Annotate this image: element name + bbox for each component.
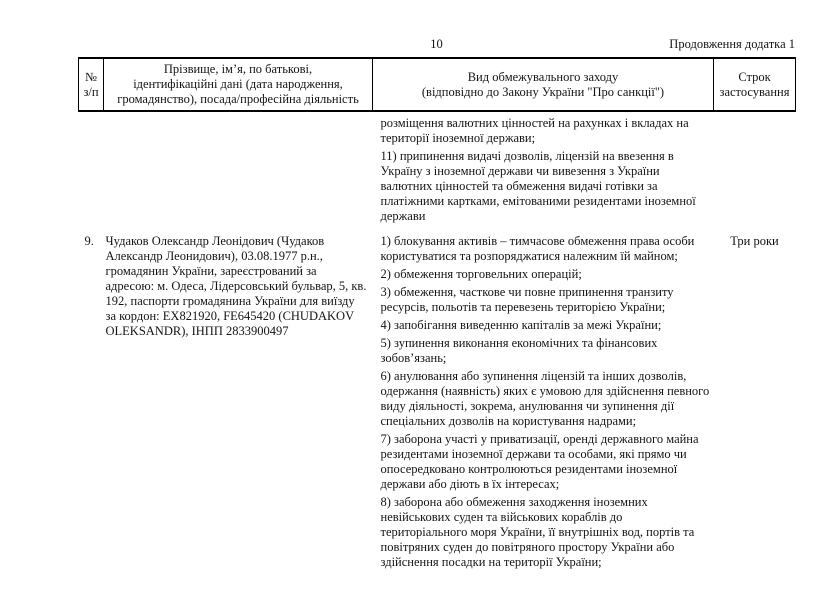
- header-cell-duration: [714, 58, 796, 111]
- measure-item: 4) запобігання виведенню капіталів за межі України;: [380, 318, 662, 332]
- header-line: Строк: [738, 69, 771, 84]
- measure-item: 8) заборона або обмеження заходження іноземних невійськових суден та військових кораблів до територіального моря України, її внутрішніх вод, портів та повітряних суден до повітряного простору України або здійснення посадки на території України;: [380, 495, 695, 569]
- header-line: №: [85, 69, 97, 84]
- row-number-cell: [79, 111, 104, 226]
- sanctions-table: [78, 57, 796, 572]
- measure-item: 3) обмеження, часткове чи повне припинення транзиту ресурсів, польотів та перевезень територією України;: [380, 285, 674, 314]
- table-header-row: [79, 58, 796, 111]
- header-line: застосування: [719, 84, 790, 99]
- header-cell-identity: [104, 58, 373, 111]
- measure-item: 7) заборона участі у приватизації, оренді державного майна резидентами іноземної держави та особами, які прямо чи опосередковано контролюються резидентами іноземної держави або діють в їх інтересах;: [380, 432, 699, 491]
- header-line: (відповідно до Закону України "Про санкції"): [421, 84, 665, 99]
- measure-item: розміщення валютних цінностей на рахунках і вкладах на території іноземної держави;: [380, 116, 689, 145]
- measure-item: 2) обмеження торговельних операцій;: [380, 267, 582, 281]
- measure-item: 11) припинення видачі дозволів, ліцензій на ввезення в Україну з іноземної держави чи вивезення з України валютних цінностей та обмеження видачі готівки за платіжними картками, емітованими резидентами іноземної держави: [380, 149, 696, 223]
- header-line: громадянство), посада/професійна діяльність: [117, 92, 359, 106]
- page-header: [78, 37, 795, 53]
- duration-cell: Три роки: [730, 234, 779, 248]
- header-line: Прізвище, ім’я, по батькові,: [163, 62, 313, 76]
- measure-item: 5) зупинення виконання економічних та фінансових зобов’язань;: [380, 336, 658, 365]
- page-number: 10: [430, 37, 443, 51]
- measure-item: 6) анулювання або зупинення ліцензій та інших дозволів, одержання (наявність) яких є умовою для здійснення певного виду діяльності, зокрема, анулювання чи зупинення дії спеціальних дозволів на користування надрами;: [380, 369, 710, 428]
- header-line: ідентифікаційні дані (дата народження,: [133, 77, 343, 91]
- header-cell-num: [79, 58, 104, 111]
- header-line: з/п: [83, 84, 99, 99]
- header-line: Вид обмежувального заходу: [467, 69, 619, 84]
- continuation-label: Продовження додатка 1: [669, 37, 795, 51]
- header-cell-measures: [373, 58, 714, 111]
- table-row-continuation: [79, 111, 796, 226]
- measures-cell: [373, 111, 714, 226]
- measures-cell: [373, 226, 714, 572]
- identity-cell: [104, 111, 373, 226]
- identity-cell: Чудаков Олександр Леонідович (Чудаков Александр Леонидович), 03.08.1977 р.н., громадянин України, зареєстрований за адресою: м. Одеса, Лідерсовський бульвар, 5, кв. 192, паспорти громадянина України для виїзду за кордон: EX821920, FE645420 (CHUDAKOV OLEKSANDR), ІНПП 2833900497: [105, 234, 367, 338]
- table-row-entry-9: [79, 226, 796, 572]
- measure-item: 1) блокування активів – тимчасове обмеження права особи користуватися та розпоряджатися належним їй майном;: [380, 234, 695, 263]
- duration-cell: [714, 111, 796, 226]
- row-number-cell: 9.: [84, 234, 94, 248]
